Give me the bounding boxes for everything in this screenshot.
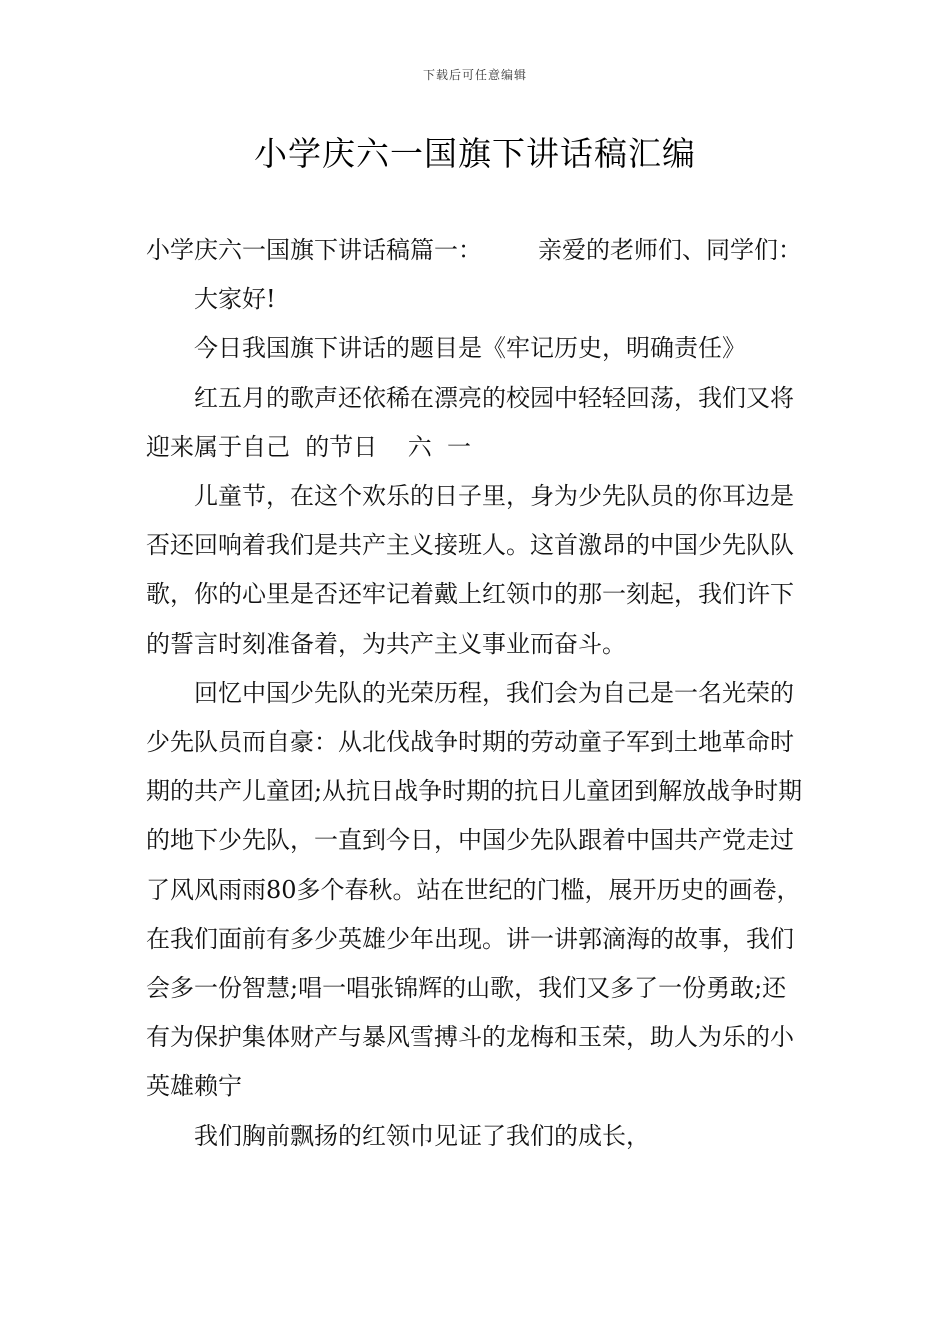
header-note: 下载后可任意编辑	[422, 68, 527, 82]
paragraph-red-scarf: 我们胸前飘扬的红领巾见证了我们的成长，	[194, 1121, 650, 1150]
intro-line	[146, 226, 806, 275]
paragraph-greeting: 大家好!	[194, 285, 276, 314]
paragraph-childrens-day: 儿童节，在这个欢乐的日子里，身为少先队员的你耳边是否还回响着我们是共产主义接班人。这首激昂的中国少先队队歌，你的心里是否还牢记着戴上红领巾的那一刻起，我们许下的誓言时刻准备着，为共产主义事业而奋斗。	[146, 482, 794, 658]
paragraph-topic: 今日我国旗下讲话的题目是《牢记历史，明确责任》	[194, 334, 746, 363]
paragraph-history: 回忆中国少先队的光荣历程，我们会为自己是一名光荣的少先队员而自豪：从北伐战争时期的劳动童子军到土地革命时期的共产儿童团;从抗日战争时期的抗日儿童团到解放战争时期的地下少先队，一直到今日，中国少先队跟着中国共产党走过了风风雨雨80多个春秋。站在世纪的门槛，展开历史的画卷，在我们面前有多少英雄少年出现。讲一讲郭滴海的故事，我们会多一份智慧;唱一唱张锦辉的山歌，我们又多了一份勇敢;还有为保护集体财产与暴风雪搏斗的龙梅和玉荣，助人为乐的小英雄赖宁	[146, 678, 803, 1101]
intro-greeting: 亲爱的老师们、同学们：	[538, 236, 802, 264]
intro-prefix: 小学庆六一国旗下讲话稿篇一：	[146, 236, 482, 264]
document-title: 小学庆六一国旗下讲话稿汇编	[254, 134, 696, 173]
document-body	[146, 226, 806, 1161]
paragraph-may: 红五月的歌声还依稀在漂亮的校园中轻轻回荡，我们又将迎来属于自己 的节日 六 一	[146, 383, 794, 461]
